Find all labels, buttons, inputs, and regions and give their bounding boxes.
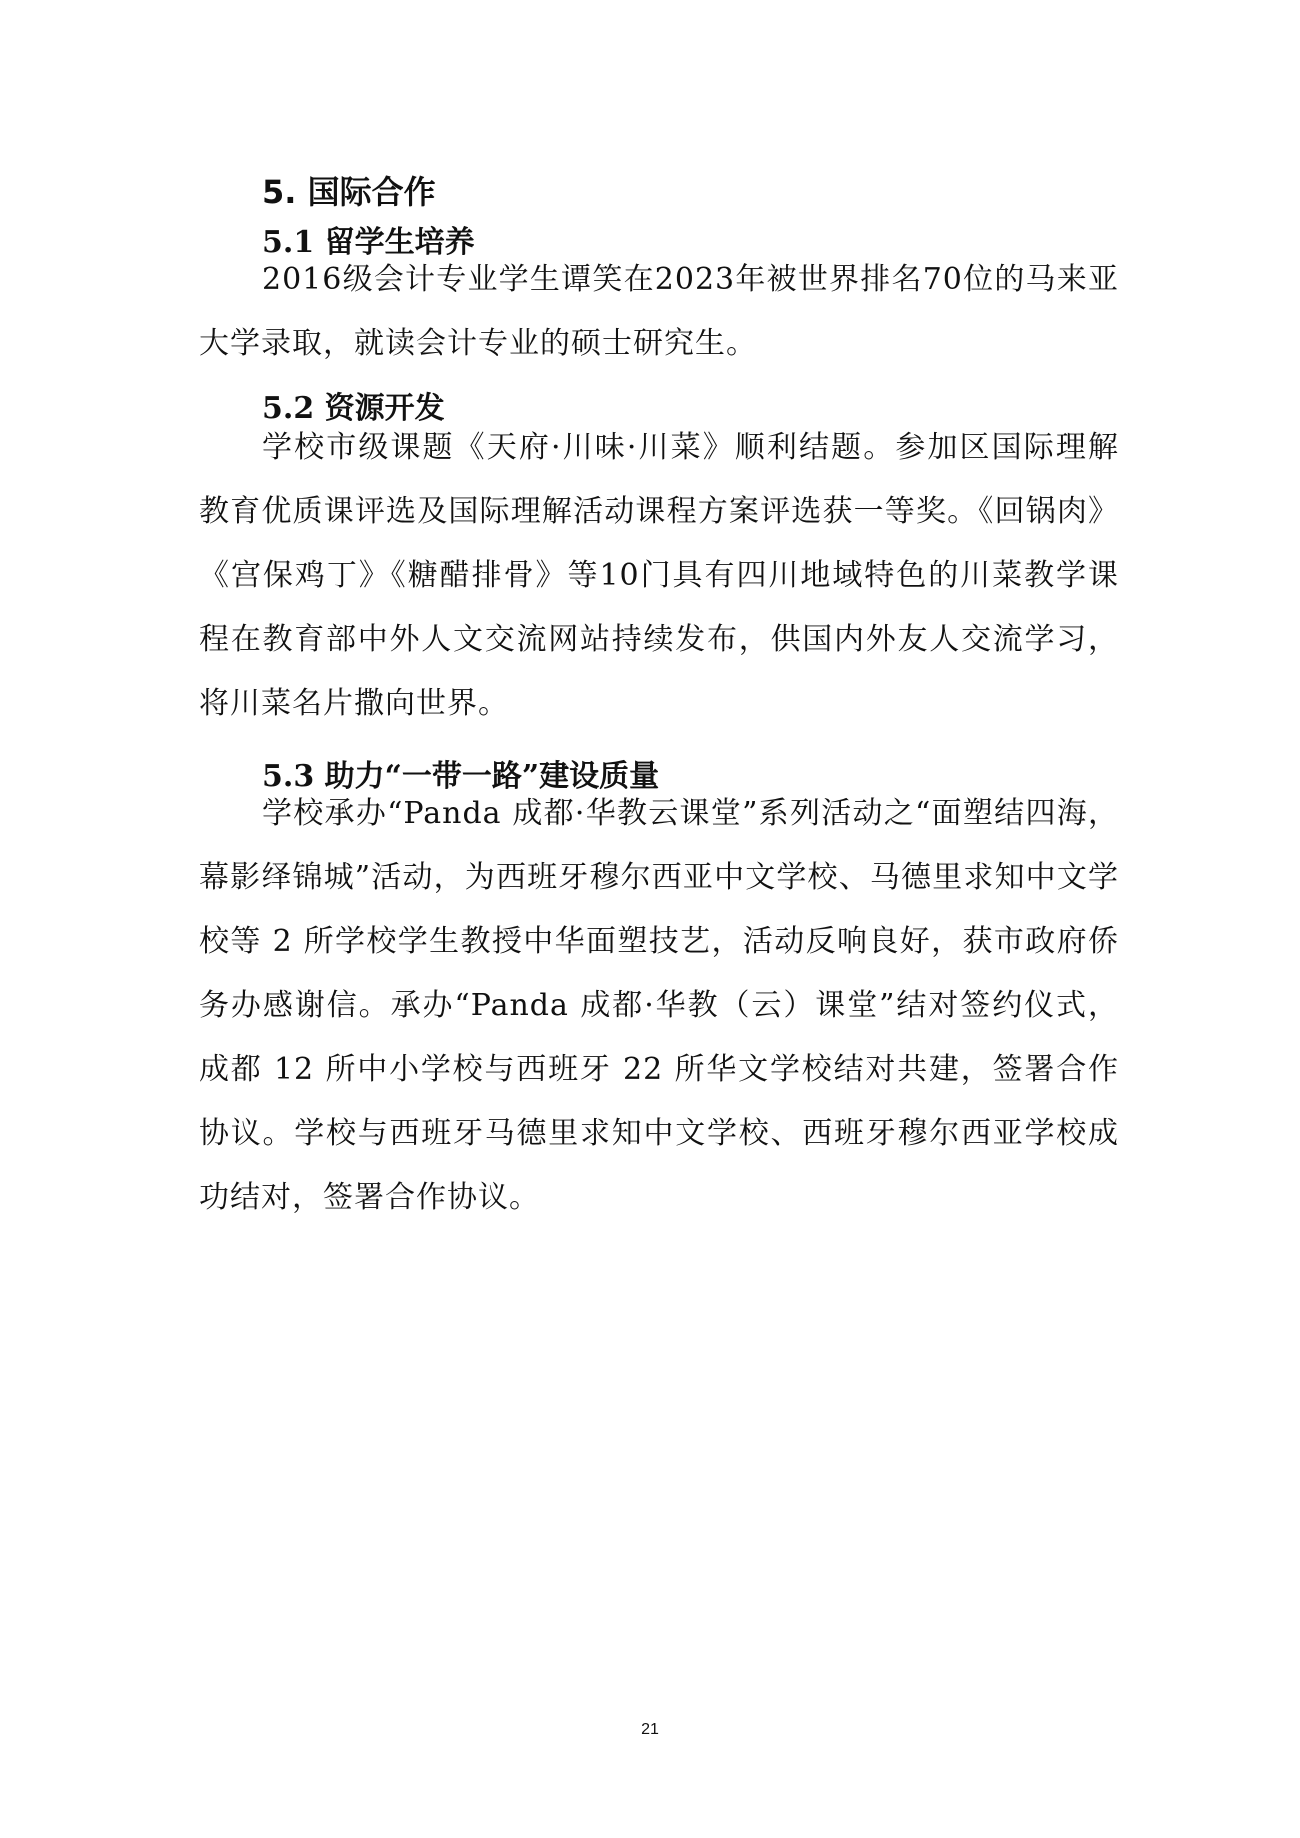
- paragraph-5-2: 学校市级课题《天府·川味·川菜》顺利结题。参加区国际理解教育优质课评选及国际理解活动课程方案评选获一等奖。《回锅肉》《宫保鸡丁》《糖醋排骨》等10门具有四川地域特色的川菜教学课程在教育部中外人文交流网站持续发布，供国内外友人交流学习，将川菜名片撒向世界。: [199, 430, 1119, 721]
- page-number: 21: [641, 1721, 659, 1738]
- subsection-heading-5-3: 5.3 助力“一带一路”建设质量: [262, 759, 660, 794]
- section-heading-international-cooperation: 5. 国际合作: [262, 173, 436, 211]
- paragraph-5-3: 学校承办“Panda 成都·华教云课堂”系列活动之“面塑结四海，幕影绎锦城”活动，为西班牙穆尔西亚中文学校、马德里求知中文学校等 2 所学校学生教授中华面塑技艺，活动反响良好，获市政府侨务办感谢信。承办“Panda 成都·华教（云）课堂”结对签约仪式，成都 12 所中小学校与西班牙 22 所华文学校结对共建，签署合作协议。学校与西班牙马德里求知中文学校、西班牙穆尔西亚学校成功结对，签署合作协议。: [199, 796, 1119, 1215]
- subsection-heading-5-1: 5.1 留学生培养: [262, 225, 475, 260]
- subsection-heading-5-2: 5.2 资源开发: [262, 391, 445, 426]
- paragraph-5-1: 2016级会计专业学生谭笑在2023年被世界排名70位的马来亚大学录取，就读会计专业的硕士研究生。: [199, 262, 1119, 361]
